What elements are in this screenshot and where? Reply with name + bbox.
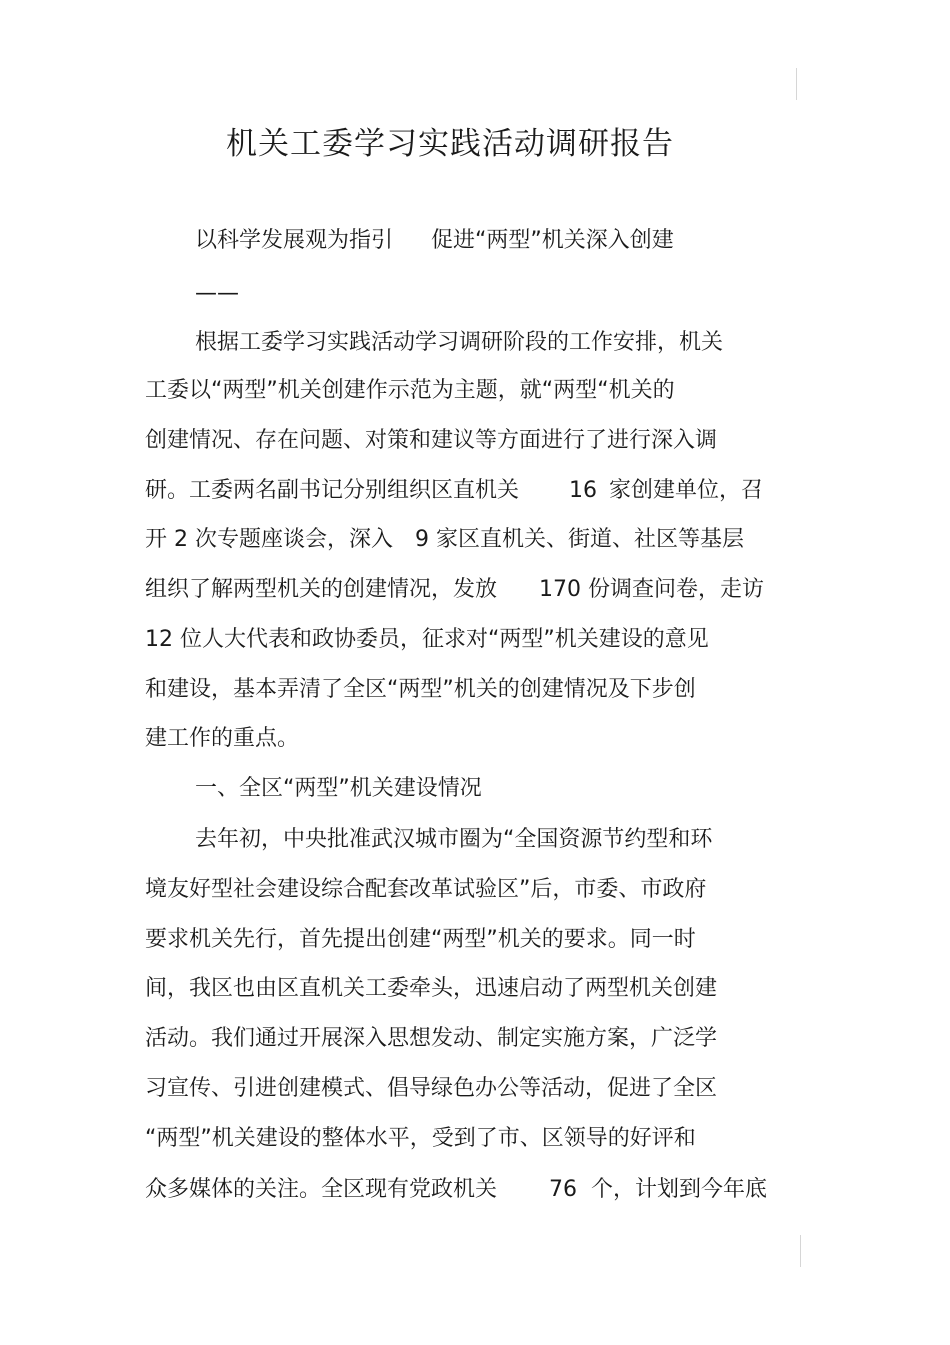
text-run: 家创建单位，召 [609,478,764,503]
text-run: 170 份调查问卷，走访 [539,577,765,602]
paragraph-line: 12 位人大代表和政协委员，征求对“两型”机关建设的意见 [145,627,709,652]
paragraph-line: 间，我区也由区直机关工委牵头，迅速启动了两型机关创建 [145,976,718,1001]
paragraph-line: 工委以“两型”机关创建作示范为主题，就“两型“机关的 [145,378,675,403]
paragraph-line: “两型”机关建设的整体水平，受到了市、区领导的好评和 [145,1126,696,1151]
text-run: 76 [549,1177,578,1202]
text-run: 众多媒体的关注。全区现有党政机关 [145,1177,498,1202]
paragraph-line: 习宣传、引进创建模式、倡导绿色办公等活动，促进了全区 [145,1076,718,1101]
paragraph-line [145,575,764,605]
subtitle-dash: —— [195,281,239,306]
document-subtitle [195,226,674,256]
paragraph-line [145,525,744,555]
text-run: 研。工委两名副书记分别组织区直机关 [145,478,520,503]
text-run: 9 家区直机关、街道、社区等基层 [414,527,744,552]
text-run: 个，计划到今年底 [591,1177,768,1202]
paragraph-line: 活动。我们通过开展深入思想发动、制定实施方案，广泛学 [145,1026,718,1051]
paragraph-line: 要求机关先行，首先提出创建“两型”机关的要求。同一时 [145,927,696,952]
paragraph-line [145,476,763,506]
paragraph-line: 境友好型社会建设综合配套改革试验区”后，市委、市政府 [145,877,707,902]
document-title: 机关工委学习实践活动调研报告 [226,126,674,162]
crop-mark-bottom-right [800,1235,801,1267]
text-run: 组织了解两型机关的创建情况，发放 [145,577,498,602]
subtitle-left: 以科学发展观为指引 [195,228,394,253]
text-run: 开 2 次专题座谈会，深入 [145,527,393,552]
section-heading: 一、全区“两型”机关建设情况 [195,776,482,801]
paragraph-line: 和建设，基本弄清了全区“两型”机关的创建情况及下步创 [145,677,696,702]
paragraph-line: 创建情况、存在问题、对策和建议等方面进行了进行深入调 [145,428,718,453]
text-run: 16 [569,478,598,503]
crop-mark-top-right [796,68,797,100]
subtitle-right: 促进“两型”机关深入创建 [431,228,674,253]
paragraph-line: 根据工委学习实践活动学习调研阶段的工作安排，机关 [195,330,724,355]
paragraph-line: 建工作的重点。 [145,726,300,751]
paragraph-line: 去年初，中央批准武汉城市圈为“全国资源节约型和环 [195,827,713,852]
paragraph-line [145,1175,767,1205]
